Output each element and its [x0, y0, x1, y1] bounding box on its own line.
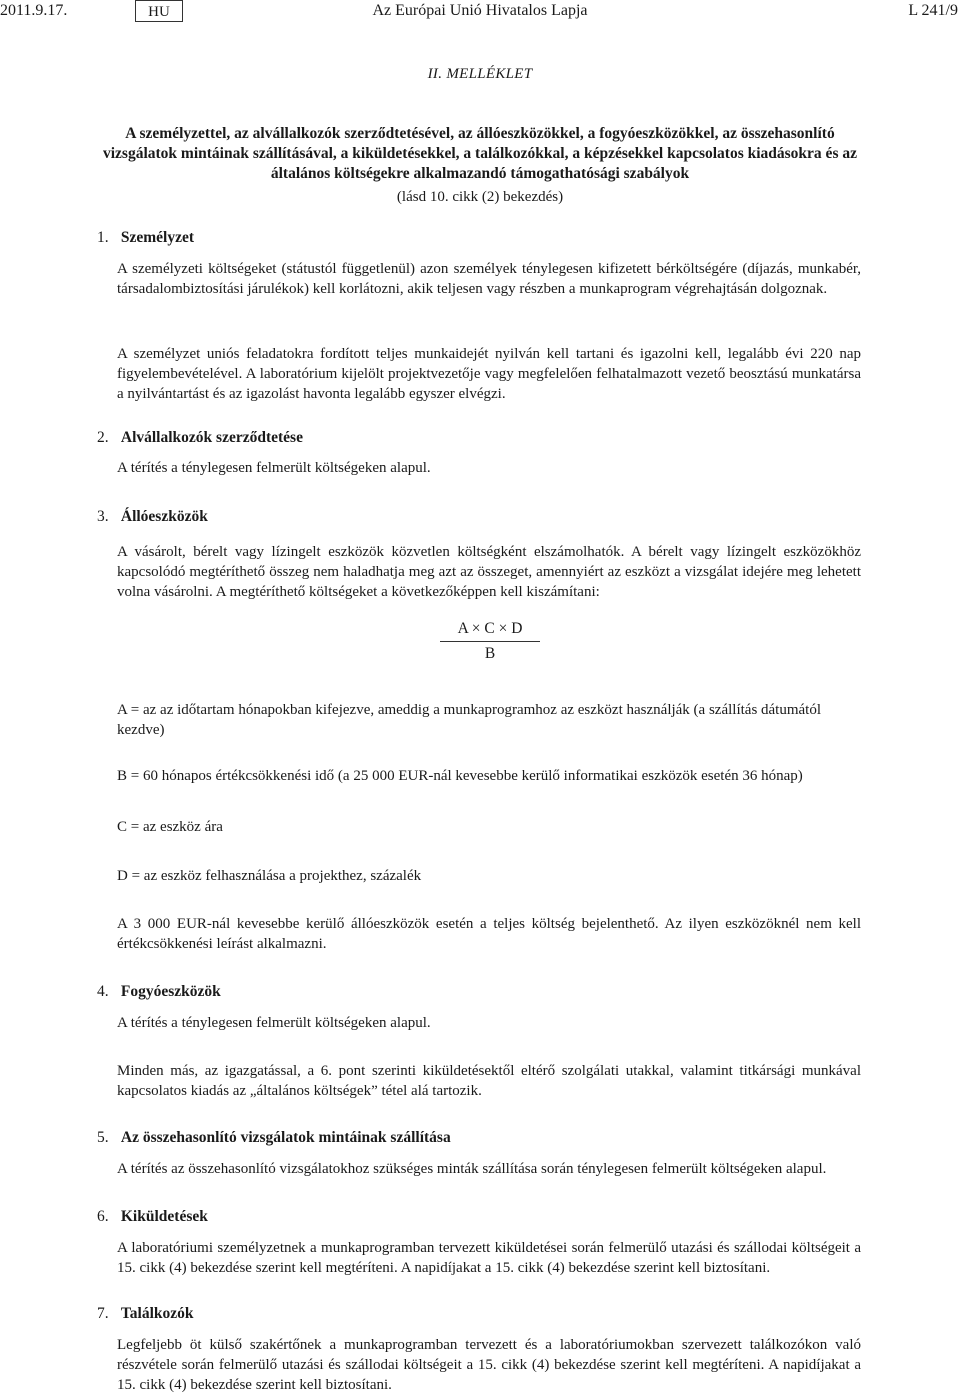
section-title: Személyzet — [120, 229, 195, 246]
section-title: Kiküldetések — [120, 1208, 208, 1225]
formula-definition: D = az eszköz felhasználása a projekthez, százalék — [117, 868, 422, 884]
page-header — [0, 2, 960, 24]
section-number: 6. — [97, 1208, 109, 1225]
section-heading-6 — [97, 1208, 208, 1226]
section-number: 4. — [97, 983, 109, 1000]
section-heading-4 — [97, 983, 221, 1001]
section-title: Találkozók — [120, 1305, 194, 1322]
paragraph: A személyzet uniós feladatokra fordított teljes munkaidejét nyilván kell tartani és igazolni kell, legalább évi 220 nap figyelembevételével. A laboratórium kijelölt projektvezetője vagy megfelelően felhatalmazott vezető beosztású munkatársa a nyilvántartást és az igazolást havonta legalább egyszer elvégzi. — [117, 346, 861, 402]
section-number: 1. — [97, 229, 109, 246]
paragraph: A személyzeti költségeket (státustól függetlenül) azon személyek ténylegesen kifizetett bérköltségére (díjazás, munkabér, társadalombiztosítási járulékok) kell korlátozni, akik teljesen vagy részben a munkaprogram végrehajtásán dolgoznak. — [117, 261, 861, 297]
section-number: 5. — [97, 1129, 109, 1146]
section-number: 7. — [97, 1305, 109, 1322]
depreciation-formula — [440, 620, 540, 663]
annex-label: II. MELLÉKLET — [427, 66, 533, 82]
formula-denominator: B — [484, 645, 496, 662]
section-title: Állóeszközök — [120, 508, 208, 525]
paragraph: A 3 000 EUR-nál kevesebbe kerülő állóeszközök esetén a teljes költség bejelenthető. Az ilyen eszközöknél nem kell értékcsökkenési leírást alkalmazni. — [117, 916, 861, 952]
formula-numerator: A × C × D — [440, 620, 540, 642]
formula-definition: B = 60 hónapos értékcsökkenési idő (a 25 000 EUR-nál kevesebbe kerülő informatikai eszközök esetén 36 hónap) — [117, 768, 803, 784]
paragraph: A laboratóriumi személyzetnek a munkaprogramban tervezett kiküldetései során felmerülő utazási és szállodai költségeit a 15. cikk (4) bekezdése szerint kell megtéríteni. A napidíjakat a 15. cikk (4) bekezdése szerint kell biztosítani. — [117, 1240, 861, 1276]
section-number: 3. — [97, 508, 109, 525]
document-title: A személyzettel, az alvállalkozók szerződtetésével, az állóeszközökkel, a fogyóeszközökkel, az összehasonlító vizsgálatok mintáinak szállításával, a kiküldetésekkel, a találkozókkal, a képzésekkel kapcsolatos kiadásokra és az általános költségekre alkalmazandó támogathatósági szabályok — [103, 125, 857, 182]
section-title: Az összehasonlító vizsgálatok mintáinak szállítása — [120, 1129, 451, 1146]
paragraph: A vásárolt, bérelt vagy lízingelt eszközök közvetlen költségként elszámolhatók. A bérelt vagy lízingelt eszközökhöz kapcsolódó megtéríthető összeg nem haladhatja meg azt az összeget, amennyiért az eszközt a vizsgálat idejére meg lehetett volna vásárolni. A megtéríthető költségeket a következőképpen kell kiszámítani: — [117, 544, 861, 600]
section-title: Fogyóeszközök — [120, 983, 221, 1000]
publication-date: 2011.9.17. — [0, 2, 68, 19]
page-number: L 241/9 — [908, 2, 958, 19]
section-heading-1 — [97, 229, 194, 247]
journal-name: Az Európai Unió Hivatalos Lapja — [372, 2, 588, 19]
paragraph: A térítés az összehasonlító vizsgálatokhoz szükséges minták szállítása során ténylegesen felmerült költségeken alapul. — [117, 1161, 827, 1177]
formula-definition: A = az az időtartam hónapokban kifejezve, ameddig a munkaprogramhoz az eszközt használják (a szállítás dátumától kezdve) — [117, 702, 822, 738]
section-number: 2. — [97, 429, 109, 446]
paragraph: Legfeljebb öt külső szakértőnek a munkaprogramban tervezett és a laboratóriumokban szervezett találkozókon való részvétele során felmerülő utazási és szállodai költségeit a 15. cikk (4) bekezdése szerint kell megtéríteni. A napidíjakat a 15. cikk (4) bekezdése szerint kell biztosítani. — [117, 1337, 861, 1393]
section-heading-7 — [97, 1305, 194, 1323]
section-heading-3 — [97, 508, 208, 526]
formula-definition: C = az eszköz ára — [117, 819, 223, 835]
paragraph: A térítés a ténylegesen felmerült költségeken alapul. — [117, 460, 431, 476]
language-badge: HU — [135, 0, 183, 22]
paragraph: Minden más, az igazgatással, a 6. pont szerinti kiküldetésektől eltérő szolgálati utakkal, valamint titkársági munkával kapcsolatos kiadás az „általános költségek” tétel alá tartozik. — [117, 1063, 861, 1099]
section-heading-2 — [97, 429, 303, 447]
section-title: Alvállalkozók szerződtetése — [120, 429, 303, 446]
paragraph: A térítés a ténylegesen felmerült költségeken alapul. — [117, 1015, 431, 1031]
section-heading-5 — [97, 1129, 451, 1147]
article-reference: (lásd 10. cikk (2) bekezdés) — [396, 189, 564, 205]
